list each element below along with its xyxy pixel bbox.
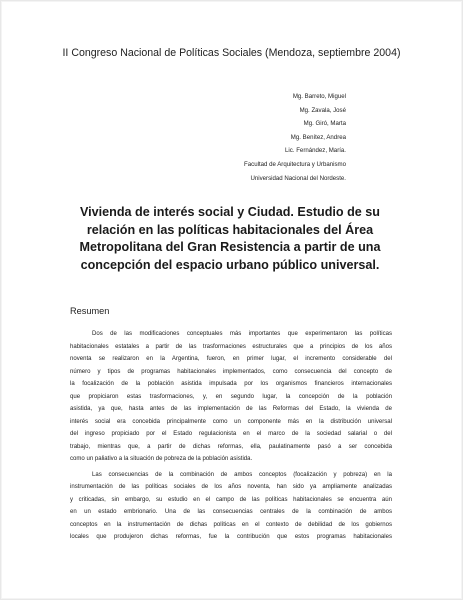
body-line: conceptos en la instrumentación de dichas políticas en el contexto de debilidad de los gobiernos (70, 521, 392, 528)
body-line: interés social era concebida principalmente como un componente más en la distribución universal (70, 418, 392, 425)
author-line: Mg. Barreto, Miguel (292, 93, 346, 100)
body-line: trabajo, mientras que, a partir de dichas reformas, ella, paulatinamente pasó a ser concebida (70, 443, 392, 450)
abstract-body (70, 328, 392, 544)
body-line: locales que produjeron dichas reformas, fue la contribución que estos programas habitacionales (70, 534, 392, 540)
author-line: Mg. Benítez, Andrea (290, 133, 346, 141)
body-line: en un estado embrionario. Una de las consecuencias centrales de la combinación de ambos (70, 509, 392, 515)
body-line: habitacionales estatales a partir de las trasformaciones estructurales que a principios de los años (70, 343, 392, 350)
title-line: relación en las políticas habitacionales del Área (86, 222, 374, 237)
author-block (244, 90, 346, 185)
affiliation-faculty: Facultad de Arquitectura y Urbanismo (244, 160, 346, 168)
affiliation-university: Universidad Nacional del Nordeste. (250, 174, 346, 182)
body-line: asistida, ya que, hasta antes de las implementación de las Reformas del Estado, la vivienda de (70, 406, 392, 412)
title-line: concepción del espacio urbano público universal. (80, 257, 380, 272)
author-line: Mg. Zavala, José (299, 106, 346, 114)
body-line: noventa se realizaron en la Argentina, fueron, en primer lugar, el incremento considerable del (70, 356, 392, 362)
body-line: del ingreso propiciado por el Estado regulacionista en el marco de la sociedad salarial o del (70, 431, 392, 437)
section-heading-resumen: Resumen (70, 306, 110, 316)
body-line: como un paliativo a la situación de pobreza de la población asistida. (70, 456, 253, 462)
body-line: instrumentación de las políticas sociales de los años noventa, han sido ya ampliamente analizadas (70, 484, 392, 490)
body-line: número y tipos de programas habitacionales implementados, como consecuencia del concepto de (70, 368, 392, 375)
body-line: Dos de las modificaciones conceptuales más importantes que experimentaron las políticas (92, 331, 392, 337)
body-line: Las consecuencias de la combinación de ambos conceptos (focalización y pobreza) en la (92, 471, 392, 478)
body-line: y criticadas, sin embargo, su estudio en el campo de las políticas habitacionales se encuentra aún (70, 496, 392, 503)
conference-header: II Congreso Nacional de Políticas Sociales (Mendoza, septiembre 2004) (62, 47, 401, 59)
paper-title (70, 204, 390, 274)
author-line: Lic. Fernández, María. (285, 147, 346, 155)
body-line: la focalización de la población asistida impulsada por los organismos financieros internacionales (70, 381, 392, 387)
body-line: que propiciaron estas trasformaciones, y, en segundo lugar, la concepción de la población (70, 393, 392, 400)
author-line: Mg. Giró, Marta (303, 120, 346, 128)
title-line: Metropolitana del Gran Resistencia a partir de una (79, 240, 381, 255)
title-line: Vivienda de interés social y Ciudad. Estudio de su (79, 205, 380, 219)
